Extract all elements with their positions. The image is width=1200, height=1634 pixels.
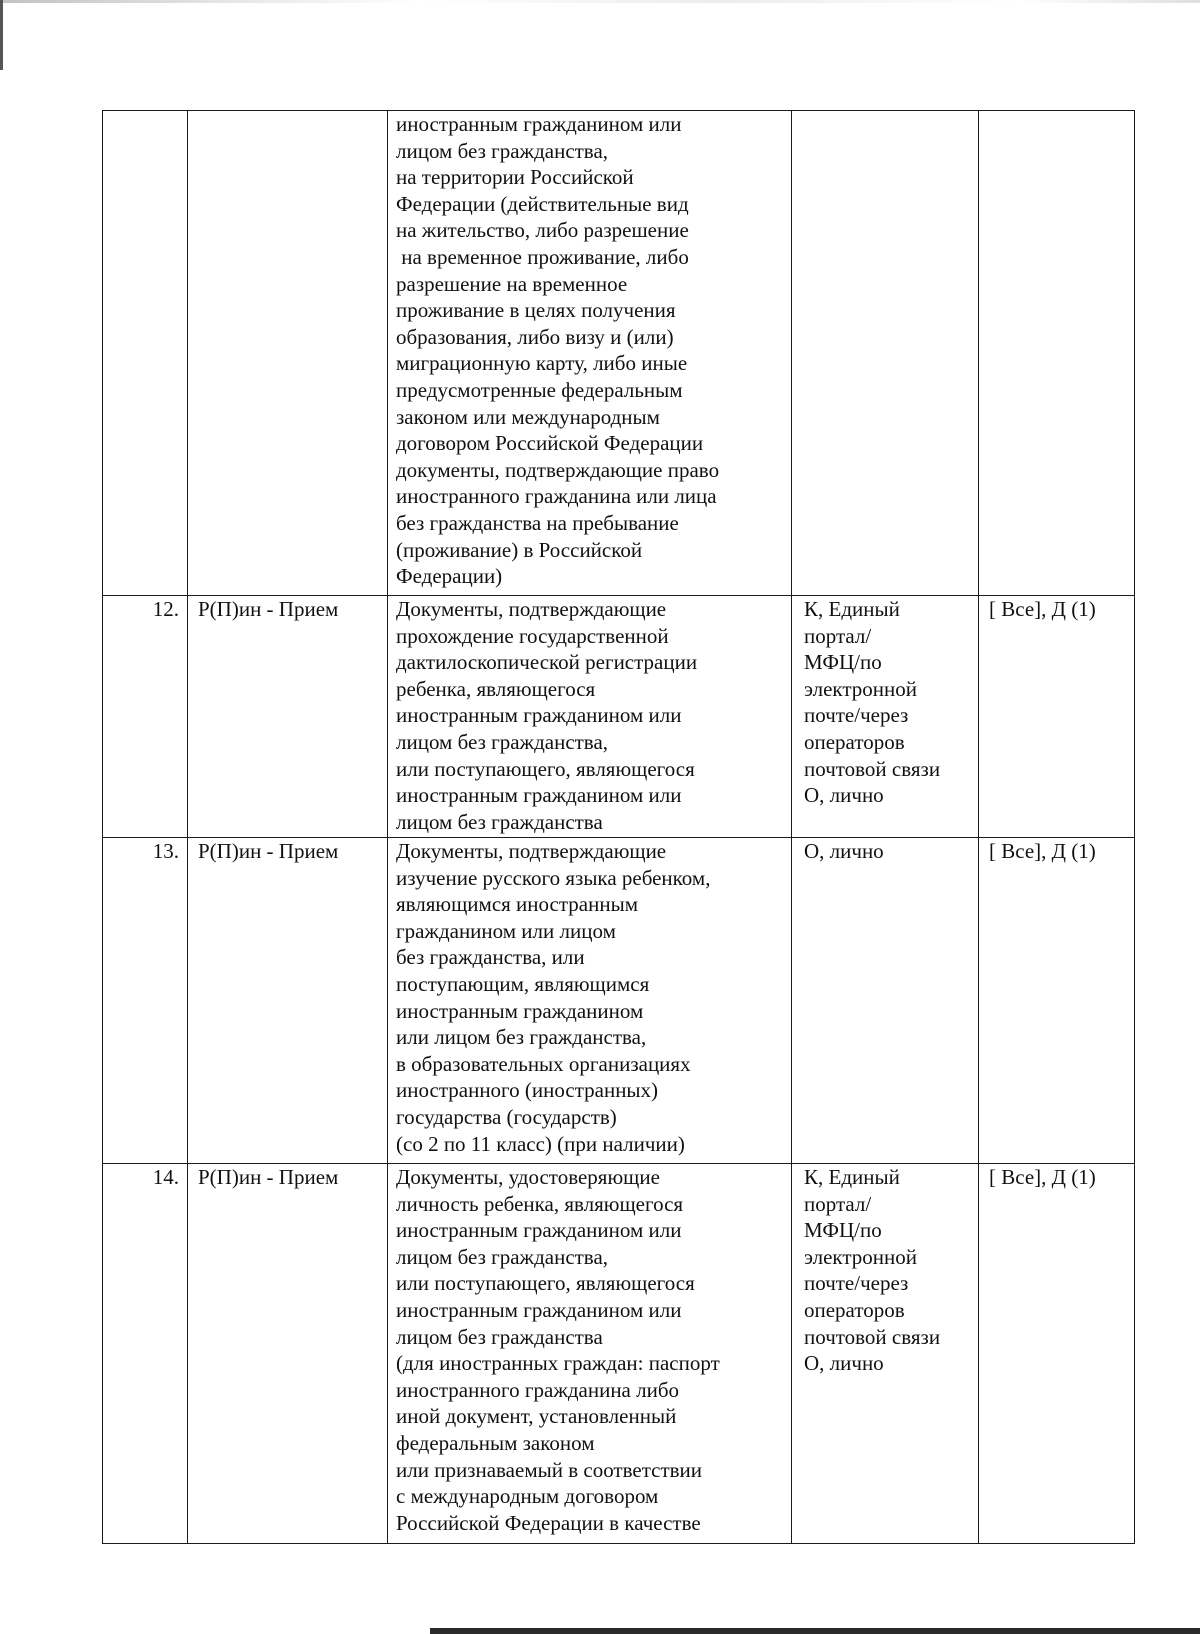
row-number-cell: [103, 111, 188, 596]
row-description-cell: [388, 1164, 792, 1544]
description-line: иностранным гражданином или: [396, 1218, 682, 1243]
channel-line: К, Единый: [804, 1165, 900, 1189]
row-channel-cell: [792, 111, 979, 596]
row-description-cell: [388, 111, 792, 596]
description-line: документы, подтверждающие право: [396, 457, 720, 482]
row-code-cell: [188, 596, 388, 838]
row-channel-cell: [792, 1164, 979, 1544]
description-line: без гражданства на пребывание: [396, 510, 679, 535]
row-scope-cell: [979, 838, 1135, 1164]
description-line: иностранным гражданином или: [396, 112, 682, 136]
row-code: Р(П)ин - Прием: [198, 839, 339, 863]
row-scope-cell: [979, 111, 1135, 596]
description-line: на временное проживание, либо: [396, 244, 689, 269]
channel-line: операторов: [804, 1297, 905, 1322]
channel-line: К, Единый: [804, 597, 900, 621]
channel-line: МФЦ/по: [804, 650, 882, 675]
description-line: иной документ, установленный: [396, 1404, 677, 1429]
description-line: дактилоскопической регистрации: [396, 650, 698, 675]
description-line: с международным договором: [396, 1484, 659, 1509]
description-line: на жительство, либо разрешение: [396, 218, 689, 243]
description-line: Документы, подтверждающие: [396, 597, 667, 621]
description-line: являющимся иностранным: [396, 892, 639, 917]
row-code: Р(П)ин - Прием: [198, 597, 339, 621]
scan-edge-bottom: [430, 1628, 1200, 1634]
description-line: или поступающего, являющегося: [396, 756, 695, 781]
description-line: проживание в целях получения: [396, 298, 676, 323]
row-scope: [ Все], Д (1): [989, 839, 1096, 863]
description-line: изучение русского языка ребенком,: [396, 865, 711, 890]
description-line: или признаваемый в соответствии: [396, 1457, 703, 1482]
description-line: законом или международным: [396, 404, 660, 429]
table-row: [103, 596, 1135, 838]
description-line: иностранным гражданином или: [396, 703, 682, 728]
description-line: лицом без гражданства,: [396, 1244, 609, 1269]
description-line: лицом без гражданства: [396, 1324, 603, 1349]
description-line: иностранного гражданина или лица: [396, 484, 717, 509]
channel-line: почте/через: [804, 703, 909, 728]
description-line: образования, либо визу и (или): [396, 324, 674, 349]
documents-table: [102, 110, 1135, 1544]
description-line: иностранным гражданином или: [396, 783, 682, 808]
row-scope-cell: [979, 596, 1135, 838]
description-line: прохождение государственной: [396, 623, 669, 648]
description-line: поступающим, являющимся: [396, 971, 650, 996]
row-description-cell: [388, 596, 792, 838]
description-line: ребенка, являющегося: [396, 676, 596, 701]
description-line: или лицом без гражданства,: [396, 1025, 647, 1050]
description-line: лицом без гражданства,: [396, 138, 609, 163]
channel-line: почте/через: [804, 1271, 909, 1296]
description-line: иностранного (иностранных): [396, 1078, 659, 1103]
description-line: гражданином или лицом: [396, 918, 616, 943]
row-number-cell: [103, 1164, 188, 1544]
row-code: Р(П)ин - Прием: [198, 1165, 339, 1189]
row-number-cell: [103, 596, 188, 838]
description-line: иностранным гражданином: [396, 998, 644, 1023]
row-scope-cell: [979, 1164, 1135, 1544]
channel-line: электронной: [804, 1244, 918, 1269]
row-scope: [ Все], Д (1): [989, 1165, 1096, 1189]
description-line: Российской Федерации в качестве: [396, 1510, 701, 1535]
scan-edge-left: [0, 0, 3, 70]
row-number-cell: [103, 838, 188, 1164]
channel-line: портал/: [804, 623, 872, 648]
channel-line: почтовой связи: [804, 1324, 941, 1349]
description-line: договором Российской Федерации: [396, 431, 704, 456]
table-row: [103, 838, 1135, 1164]
description-line: лицом без гражданства,: [396, 729, 609, 754]
description-line: федеральным законом: [396, 1430, 595, 1455]
table-row: [103, 111, 1135, 596]
row-scope: [ Все], Д (1): [989, 597, 1096, 621]
row-channel-cell: [792, 838, 979, 1164]
description-line: Федерации): [396, 564, 503, 589]
description-line: в образовательных организациях: [396, 1051, 691, 1076]
description-line: лицом без гражданства: [396, 809, 603, 834]
row-description-cell: [388, 838, 792, 1164]
table-row: [103, 1164, 1135, 1544]
channel-line: почтовой связи: [804, 756, 941, 781]
description-line: (со 2 по 11 класс) (при наличии): [396, 1131, 685, 1156]
description-line: миграционную карту, либо иные: [396, 351, 688, 376]
channel-line: МФЦ/по: [804, 1218, 882, 1243]
description-line: государства (государств): [396, 1104, 617, 1129]
channel-line: портал/: [804, 1191, 872, 1216]
channel-line: О, лично: [804, 783, 884, 808]
description-line: Документы, подтверждающие: [396, 839, 667, 863]
channel-line: О, лично: [804, 1351, 884, 1376]
channel-line: электронной: [804, 676, 918, 701]
description-line: (для иностранных граждан: паспорт: [396, 1351, 720, 1376]
channel-line: операторов: [804, 729, 905, 754]
channel-line: О, лично: [804, 839, 884, 863]
row-code-cell: [188, 838, 388, 1164]
row-code-cell: [188, 1164, 388, 1544]
description-line: (проживание) в Российской: [396, 537, 643, 562]
description-line: без гражданства, или: [396, 945, 585, 970]
description-line: предусмотренные федеральным: [396, 377, 683, 402]
description-line: или поступающего, являющегося: [396, 1271, 695, 1296]
description-line: на территории Российской: [396, 165, 634, 190]
scan-edge-top: [0, 0, 1200, 3]
row-number: 13.: [152, 839, 179, 863]
description-line: иностранного гражданина либо: [396, 1377, 680, 1402]
row-number: 12.: [152, 597, 179, 621]
row-channel-cell: [792, 596, 979, 838]
description-line: Документы, удостоверяющие: [396, 1165, 660, 1189]
row-code-cell: [188, 111, 388, 596]
description-line: иностранным гражданином или: [396, 1297, 682, 1322]
row-number: 14.: [152, 1165, 179, 1189]
description-line: Федерации (действительные вид: [396, 191, 689, 216]
description-line: личность ребенка, являющегося: [396, 1191, 684, 1216]
description-line: разрешение на временное: [396, 271, 628, 296]
